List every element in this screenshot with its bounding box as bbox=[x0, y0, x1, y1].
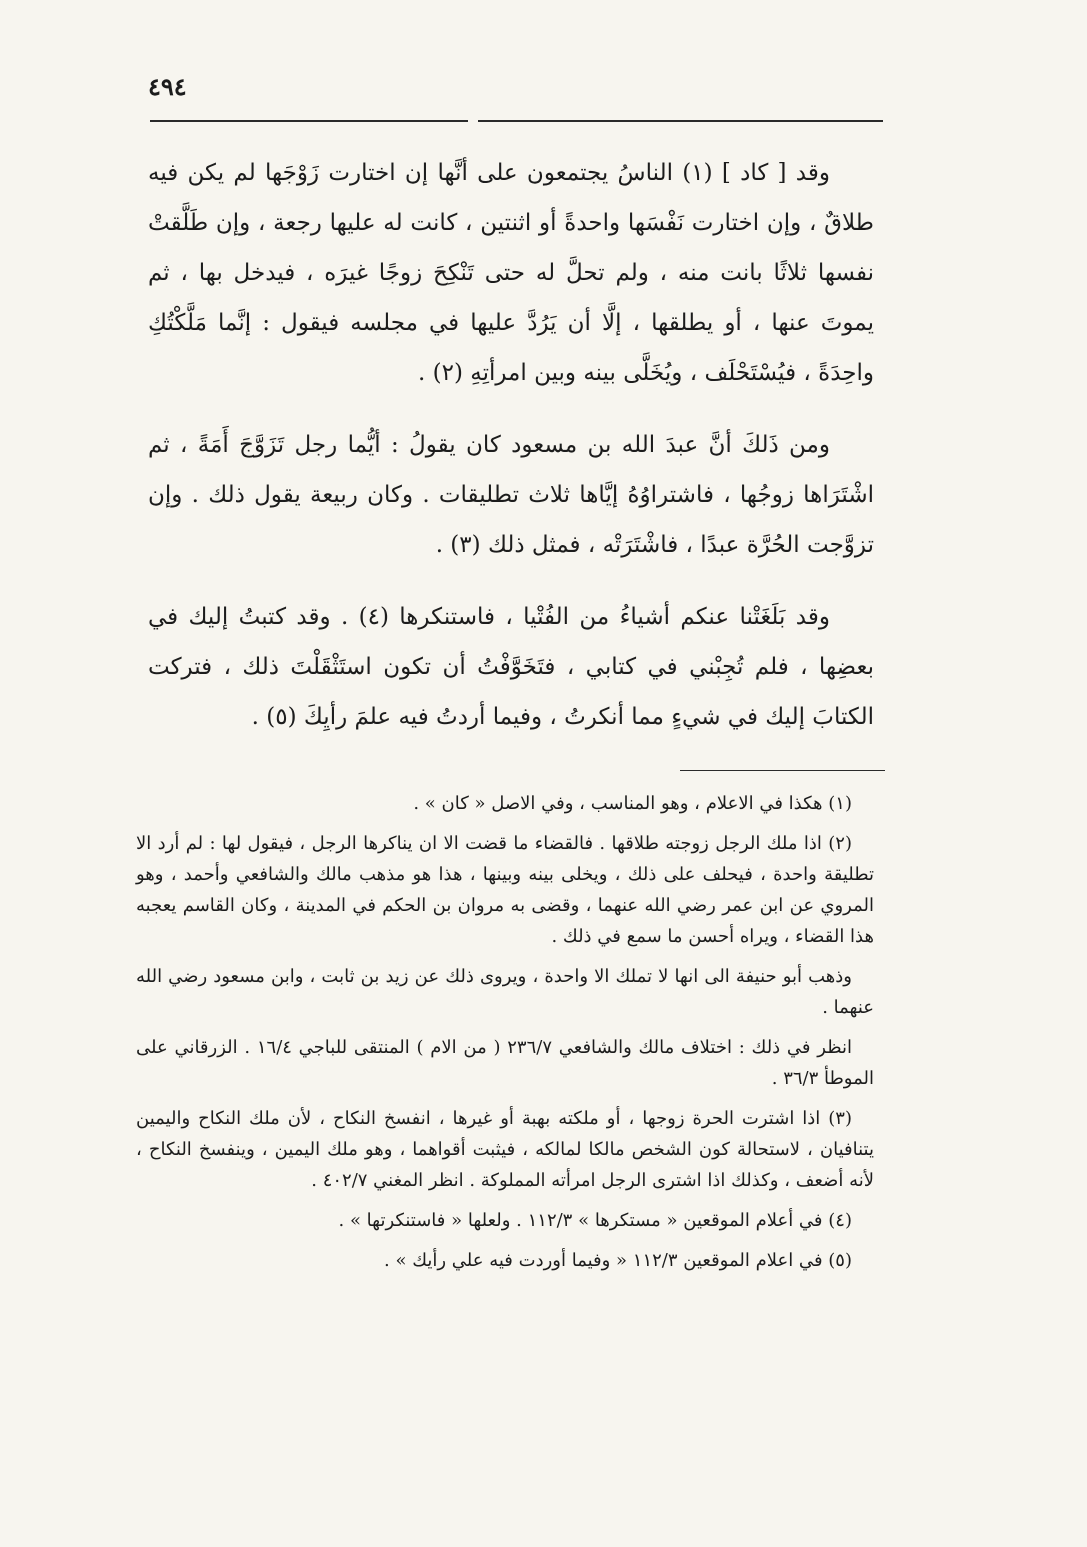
footnote-4: (٤) في أعلام الموقعين « مستكرها » ١١٢/٣ . ولعلها « فاستنكرتها » . bbox=[338, 1210, 852, 1231]
footnote-separator bbox=[680, 770, 885, 771]
footnote-1: (١) هكذا في الاعلام ، وهو المناسب ، وفي الاصل « كان » . bbox=[413, 793, 852, 814]
footnote-2-continued: وذهب أبو حنيفة الى انها لا تملك الا واحدة ، ويروى ذلك عن زيد بن ثابت ، وابن مسعود رضي الله عنهما . bbox=[136, 966, 874, 1018]
page-number: ٤٩٤ bbox=[148, 72, 187, 101]
footnotes bbox=[136, 788, 874, 1285]
header-rule-right bbox=[478, 120, 883, 122]
paragraph-2: ومن ذَلكَ أنَّ عبدَ الله بن مسعود كان يقولُ : أيُّما رجل تَزَوَّجَ أَمَةً ، ثم اشْتَرَاها زوجُها ، فاشتراوُهُ إيَّاها ثلاث تطليقات . وكان ربيعة يقول ذلك . وإن تزوَّجت الحُرَّة عبدًا ، فاشْتَرَتْه ، فمثل ذلك (٣) . bbox=[148, 432, 874, 558]
header-rule-left bbox=[150, 120, 468, 122]
paragraph-3: وقد بَلَغَتْنا عنكم أشياءُ من الفُتْيا ، فاستنكرها (٤) . وقد كتبتُ إليك في بعضِها ، فلم تُجِبْني في كتابي ، فتَخَوَّفْتُ أن تكون استَثْقَلْتَ ذلك ، فتركت الكتابَ إليك في شيءٍ مما أنكرتُ ، وفيما أردتُ فيه علمَ رأيِكَ (٥) . bbox=[148, 604, 874, 730]
main-text bbox=[148, 148, 874, 764]
footnote-2-references: انظر في ذلك : اختلاف مالك والشافعي ٢٣٦/٧ ( من الام ) المنتقى للباجي ١٦/٤ . الزرقاني على الموطأ ٣٦/٣ . bbox=[136, 1037, 874, 1089]
paragraph-1: وقد [ كاد ] (١) الناسُ يجتمعون على أنَّها إن اختارت زَوْجَها لم يكن فيه طلاقٌ ، وإن اختارت نَفْسَها واحدةً أو اثنتين ، كانت له عليها رجعة ، وإن طَلَّقتْ نفسها ثلاثًا بانت منه ، ولم تحلَّ له حتى تَنْكِحَ زوجًا غيرَه ، فيدخل بها ، ثم يموتَ عنها ، أو يطلقها ، إلَّا أن يَرُدَّ عليها في مجلسه فيقول : إنَّما مَلَّكْتُكِ واحِدَةً ، فيُسْتَحْلَف ، ويُخَلَّى بينه وبين امرأتِهِ (٢) . bbox=[148, 160, 874, 386]
footnote-5: (٥) في اعلام الموقعين ١١٢/٣ « وفيما أوردت فيه علي رأيك » . bbox=[384, 1250, 852, 1271]
footnote-2: (٢) اذا ملك الرجل زوجته طلاقها . فالقضاء ما قضت الا ان يناكرها الرجل ، فيقول لها : لم أرد الا تطليقة واحدة ، فيحلف على ذلك ، ويخلى بينه وبينها ، هذا هو مذهب مالك والشافعي وأحمد ، وهو المروي عن ابن عمر رضي الله عنهما ، وقضى به مروان بن الحكم في المدينة ، وكان القاسم يعجبه هذا القضاء ، ويراه أحسن ما سمع في ذلك . bbox=[136, 833, 874, 947]
footnote-3: (٣) اذا اشترت الحرة زوجها ، أو ملكته بهبة أو غيرها ، انفسخ النكاح ، لأن ملك النكاح واليمين يتنافيان ، لاستحالة كون الشخص مالكا لمالكه ، فيثبت أقواهما ، وهو ملك اليمين ، وينفسخ النكاح ، لأنه أضعف ، وكذلك اذا اشترى الرجل امرأته المملوكة . انظر المغني ٤٠٢/٧ . bbox=[136, 1108, 874, 1191]
